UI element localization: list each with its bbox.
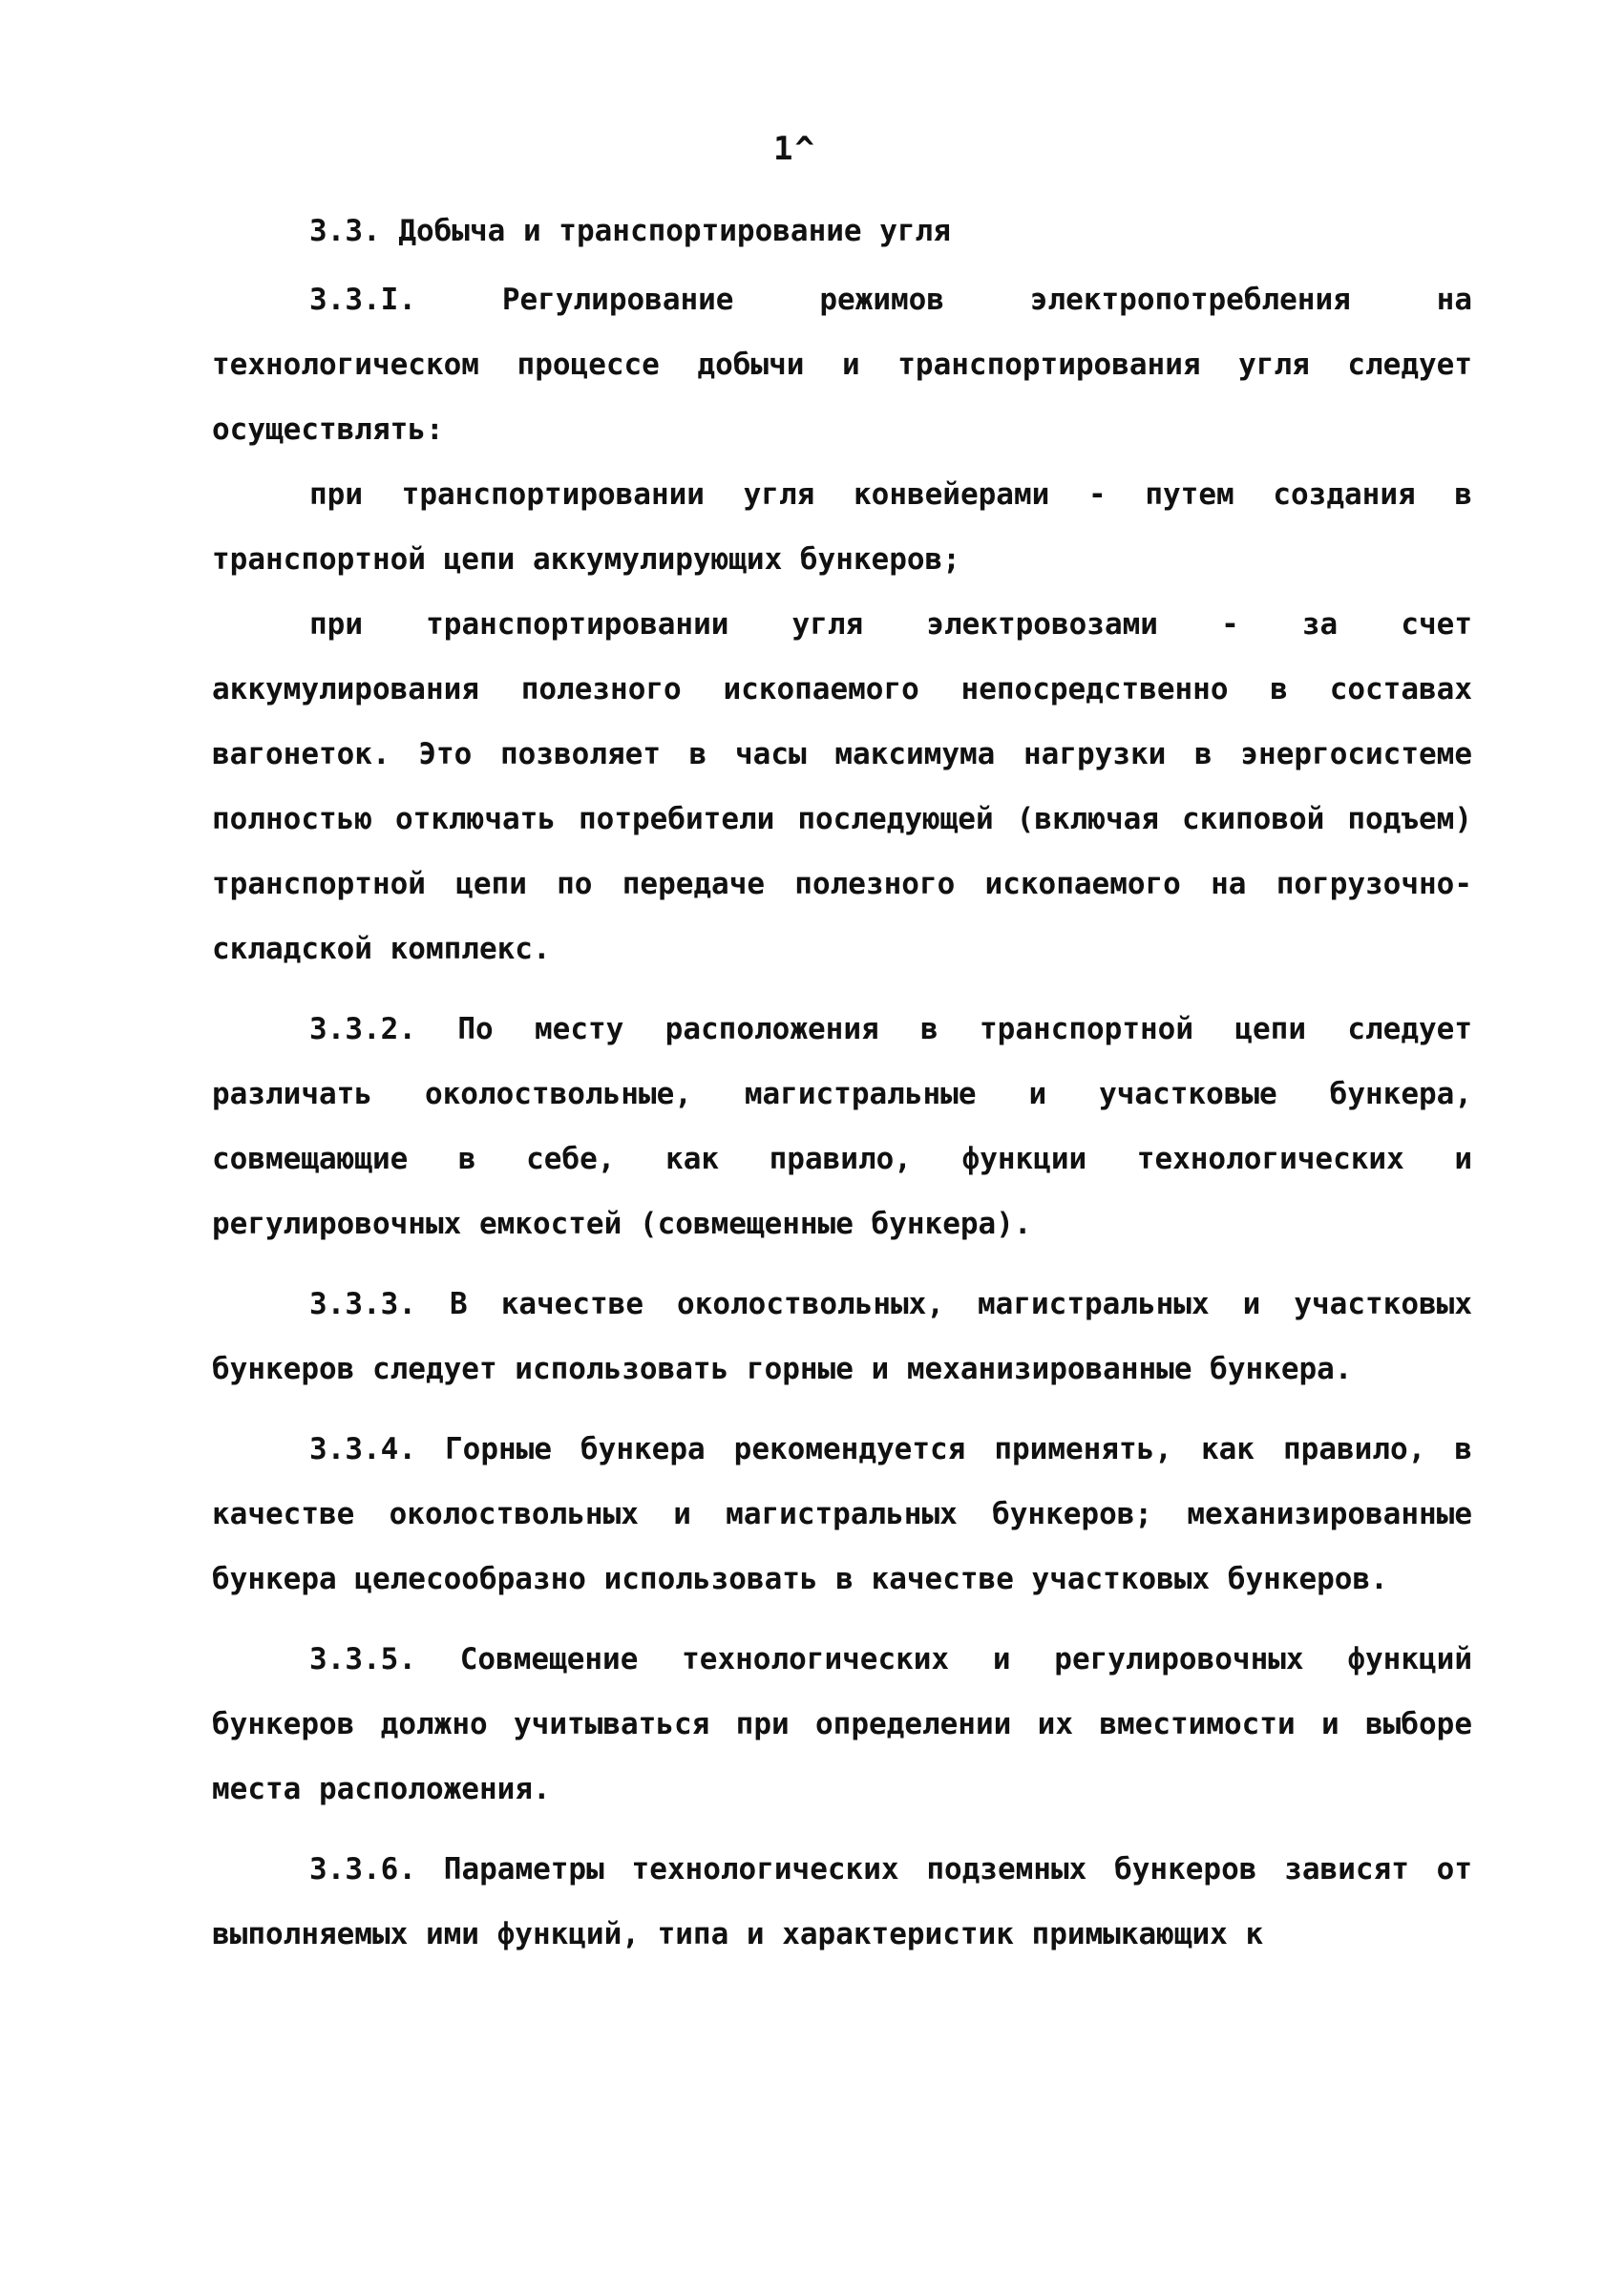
paragraph-3-3-1: 3.3.I. Регулирование режимов электропотребления на технологическом процессе добычи и транспортирования угля следует осуществлять:	[212, 283, 1472, 447]
section-heading: 3.3. Добыча и транспортирование угля	[309, 214, 951, 248]
paragraph-electric-locomotives: при транспортировании угля электровозами - за счет аккумулирования полезного ископаемого непосредственно в составах вагонеток. Это позволяет в часы максимума нагрузки в энергосистеме полностью отключать потребители последующей (включая скиповой подъем) транспортной цепи по передаче полезного ископаемого на погрузочно-складской комплекс.	[212, 607, 1472, 966]
paragraph-3-3-5: 3.3.5. Совмещение технологических и регулировочных функций бункеров должно учитываться при определении их вместимости и выборе места расположения.	[212, 1642, 1472, 1806]
document-body	[212, 199, 1472, 1967]
paragraph-3-3-6: 3.3.6. Параметры технологических подземных бункеров зависят от выполняемых ими функций, типа и характеристик примыкающих к	[212, 1852, 1472, 1951]
paragraph-conveyors: при транспортировании угля конвейерами - путем создания в транспортной цепи аккумулирующих бункеров;	[212, 477, 1472, 577]
paragraph-3-3-2: 3.3.2. По месту расположения в транспортной цепи следует различать околоствольные, магистральные и участковые бункера, совмещающие в себе, как правило, функции технологических и регулировочных емкостей (совмещенные бункера).	[212, 1012, 1472, 1241]
page-number: 1^	[773, 130, 816, 168]
paragraph-3-3-4: 3.3.4. Горные бункера рекомендуется применять, как правило, в качестве околоствольных и магистральных бункеров; механизированные бункера целесообразно использовать в качестве участковых бункеров.	[212, 1432, 1472, 1596]
paragraph-3-3-3: 3.3.3. В качестве околоствольных, магистральных и участковых бункеров следует использовать горные и механизированные бункера.	[212, 1287, 1472, 1386]
